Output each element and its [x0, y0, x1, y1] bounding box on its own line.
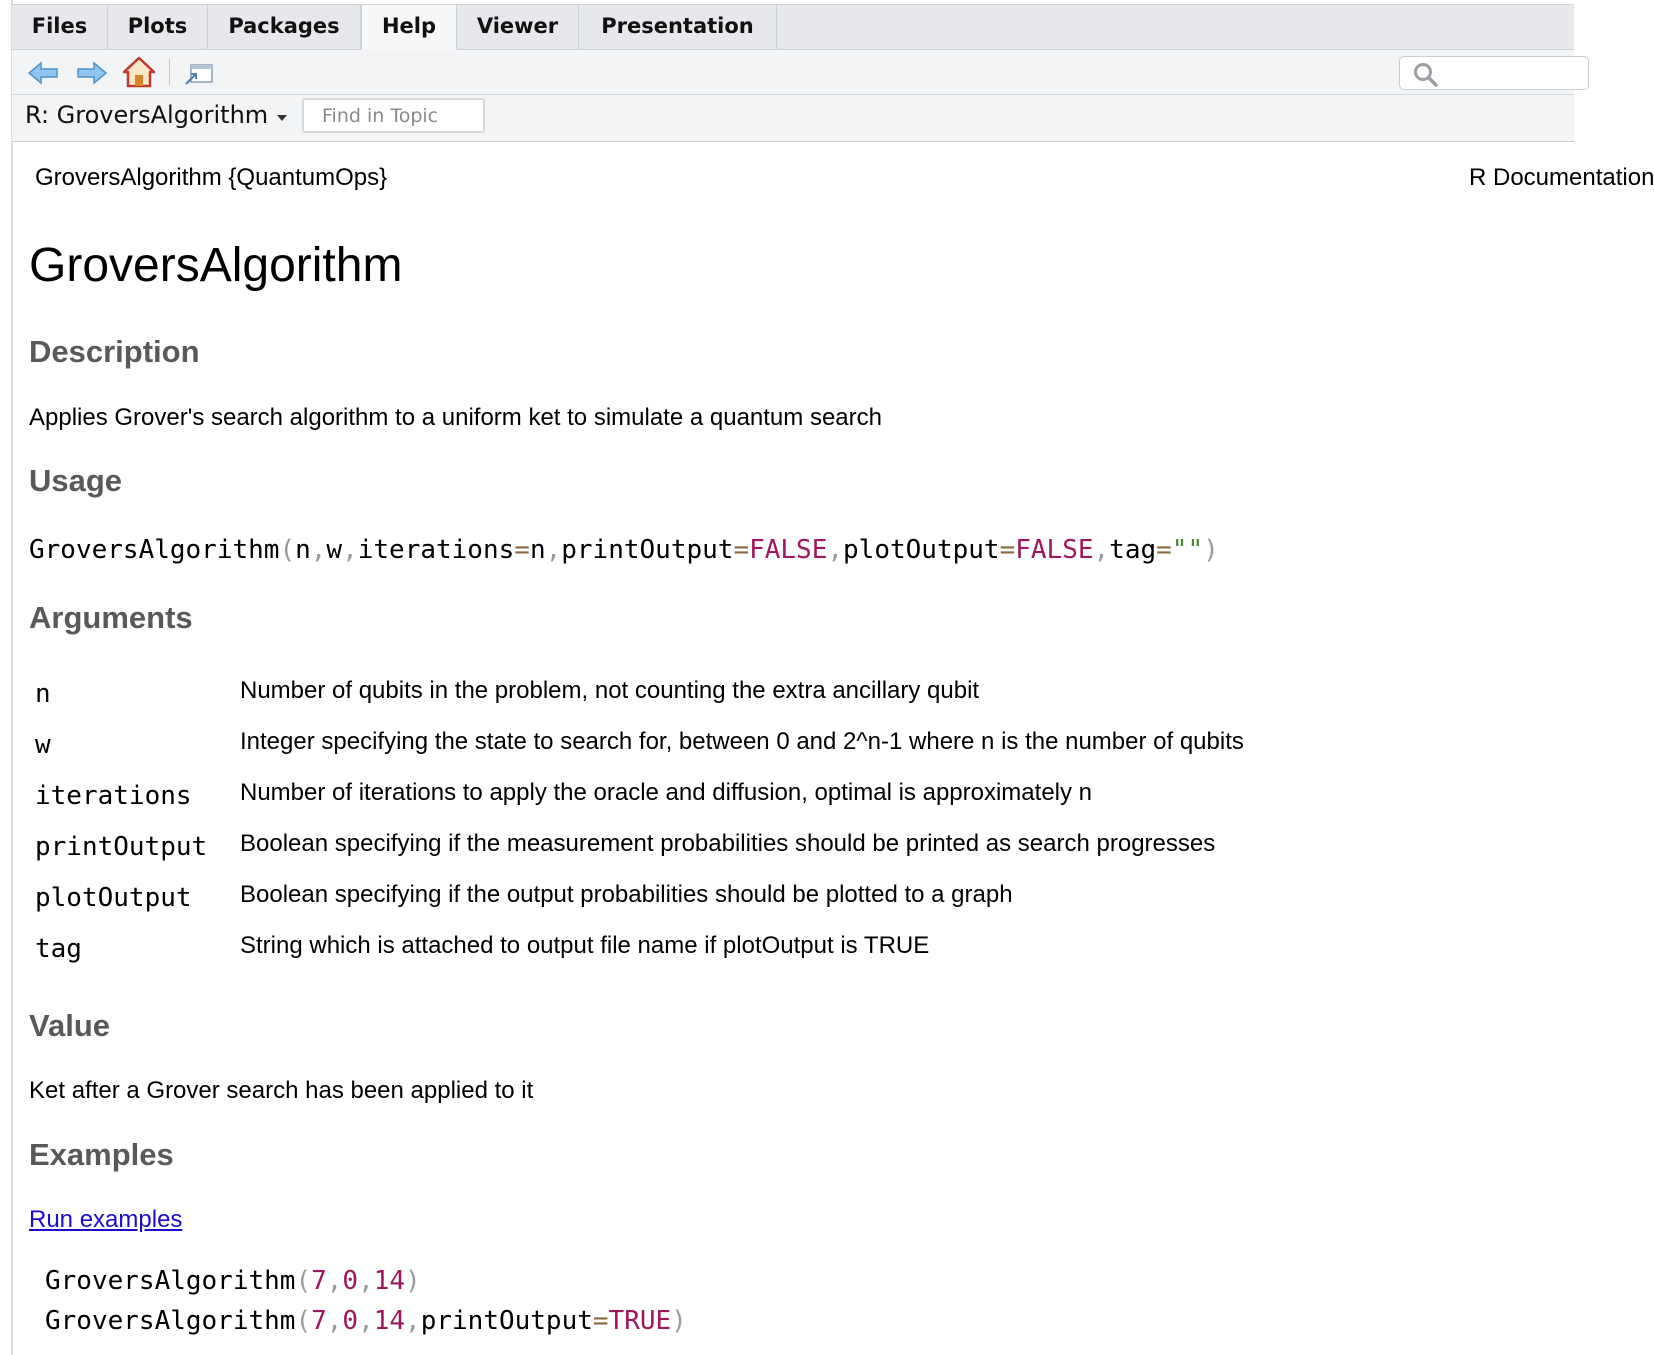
- argument-name: tag: [35, 934, 82, 964]
- chevron-down-icon[interactable]: [277, 115, 287, 121]
- value-heading: Value: [29, 1008, 110, 1043]
- code-token: ,: [342, 535, 358, 565]
- run-examples-link[interactable]: Run examples: [29, 1206, 183, 1233]
- code-token: w: [326, 535, 343, 565]
- arguments-heading: Arguments: [29, 600, 193, 635]
- home-icon[interactable]: [122, 55, 156, 89]
- code-token: 7: [311, 1306, 327, 1336]
- example-code-line: [45, 1266, 421, 1296]
- code-token: printOutput: [420, 1306, 593, 1336]
- code-token: GroversAlgorithm: [29, 535, 280, 565]
- tab-help[interactable]: Help: [361, 5, 457, 51]
- usage-code: [29, 535, 1219, 565]
- code-token: TRUE: [608, 1306, 672, 1336]
- example-code-line: [45, 1306, 687, 1336]
- code-token: =: [592, 1306, 609, 1336]
- argument-name: plotOutput: [35, 883, 192, 913]
- code-token: ,: [326, 1306, 343, 1336]
- code-token: 0: [342, 1266, 359, 1296]
- tab-files[interactable]: Files: [12, 5, 108, 50]
- argument-name: iterations: [35, 781, 192, 811]
- code-token: ,: [310, 535, 327, 565]
- argument-description: String which is attached to output file name if plotOutput is TRUE: [240, 932, 930, 959]
- description-text: Applies Grover's search algorithm to a uniform ket to simulate a quantum search: [29, 404, 882, 431]
- argument-description: Number of iterations to apply the oracle and diffusion, optimal is approximately n: [240, 779, 1093, 806]
- help-content: [0, 142, 1654, 1355]
- topic-history-dropdown[interactable]: R: GroversAlgorithm: [25, 101, 269, 129]
- value-text: Ket after a Grover search has been applied to it: [29, 1077, 534, 1104]
- page-title: GroversAlgorithm: [29, 239, 403, 292]
- code-token: iterations: [357, 535, 515, 565]
- code-token: tag: [1109, 535, 1157, 565]
- code-token: "": [1171, 535, 1204, 565]
- code-token: n: [529, 535, 546, 565]
- help-toolbar: [12, 50, 1574, 95]
- code-token: ): [405, 1266, 421, 1296]
- code-token: (: [295, 1266, 312, 1296]
- tab-presentation[interactable]: Presentation: [579, 5, 777, 50]
- code-token: =: [1156, 535, 1172, 565]
- argument-description: Number of qubits in the problem, not counting the extra ancillary qubit: [240, 677, 980, 704]
- doc-type-header: R Documentation: [1469, 164, 1654, 191]
- search-icon: [1412, 61, 1440, 87]
- code-token: FALSE: [1015, 535, 1094, 565]
- argument-description: Boolean specifying if the measurement probabilities should be printed as search progresses: [240, 830, 1216, 857]
- description-heading: Description: [29, 334, 200, 369]
- toolbar-separator: [169, 59, 170, 85]
- code-token: 7: [311, 1266, 327, 1296]
- argument-name: w: [35, 730, 51, 760]
- arrow-right-icon[interactable]: [75, 58, 109, 88]
- help-search-input[interactable]: [1399, 56, 1589, 90]
- argument-name: printOutput: [35, 832, 208, 862]
- tab-packages[interactable]: Packages: [208, 5, 361, 50]
- show-in-new-window-icon[interactable]: [182, 58, 216, 88]
- code-token: printOutput: [561, 535, 734, 565]
- pane-tab-bar: [12, 4, 1574, 50]
- examples-heading: Examples: [29, 1137, 174, 1172]
- code-token: ,: [405, 1306, 421, 1336]
- usage-heading: Usage: [29, 463, 123, 498]
- code-token: (: [279, 535, 296, 565]
- code-token: ,: [326, 1266, 343, 1296]
- code-token: 14: [373, 1266, 406, 1296]
- code-token: =: [733, 535, 750, 565]
- find-in-topic-input[interactable]: [302, 98, 485, 133]
- arrow-left-icon[interactable]: [26, 58, 60, 88]
- code-token: ,: [358, 1266, 374, 1296]
- code-token: GroversAlgorithm: [45, 1266, 296, 1296]
- code-token: FALSE: [749, 535, 828, 565]
- argument-description: Boolean specifying if the output probabilities should be plotted to a graph: [240, 881, 1013, 908]
- code-token: =: [514, 535, 530, 565]
- topic-bar: [12, 95, 1574, 142]
- code-token: plotOutput: [843, 535, 1000, 565]
- tab-viewer[interactable]: Viewer: [457, 5, 579, 50]
- code-token: ,: [358, 1306, 374, 1336]
- doc-package-header: GroversAlgorithm {QuantumOps}: [35, 164, 388, 191]
- code-token: ,: [545, 535, 562, 565]
- code-token: GroversAlgorithm: [45, 1306, 296, 1336]
- code-token: ,: [827, 535, 844, 565]
- argument-name: n: [35, 679, 51, 709]
- code-token: ,: [1093, 535, 1110, 565]
- code-token: ): [671, 1306, 687, 1336]
- code-token: =: [999, 535, 1016, 565]
- tab-plots[interactable]: Plots: [108, 5, 208, 50]
- argument-description: Integer specifying the state to search for, between 0 and 2^n-1 where n is the number of qubits: [240, 728, 1244, 755]
- code-token: n: [295, 535, 311, 565]
- code-token: 0: [342, 1306, 359, 1336]
- code-token: 14: [373, 1306, 406, 1336]
- code-token: ): [1203, 535, 1219, 565]
- code-token: (: [295, 1306, 312, 1336]
